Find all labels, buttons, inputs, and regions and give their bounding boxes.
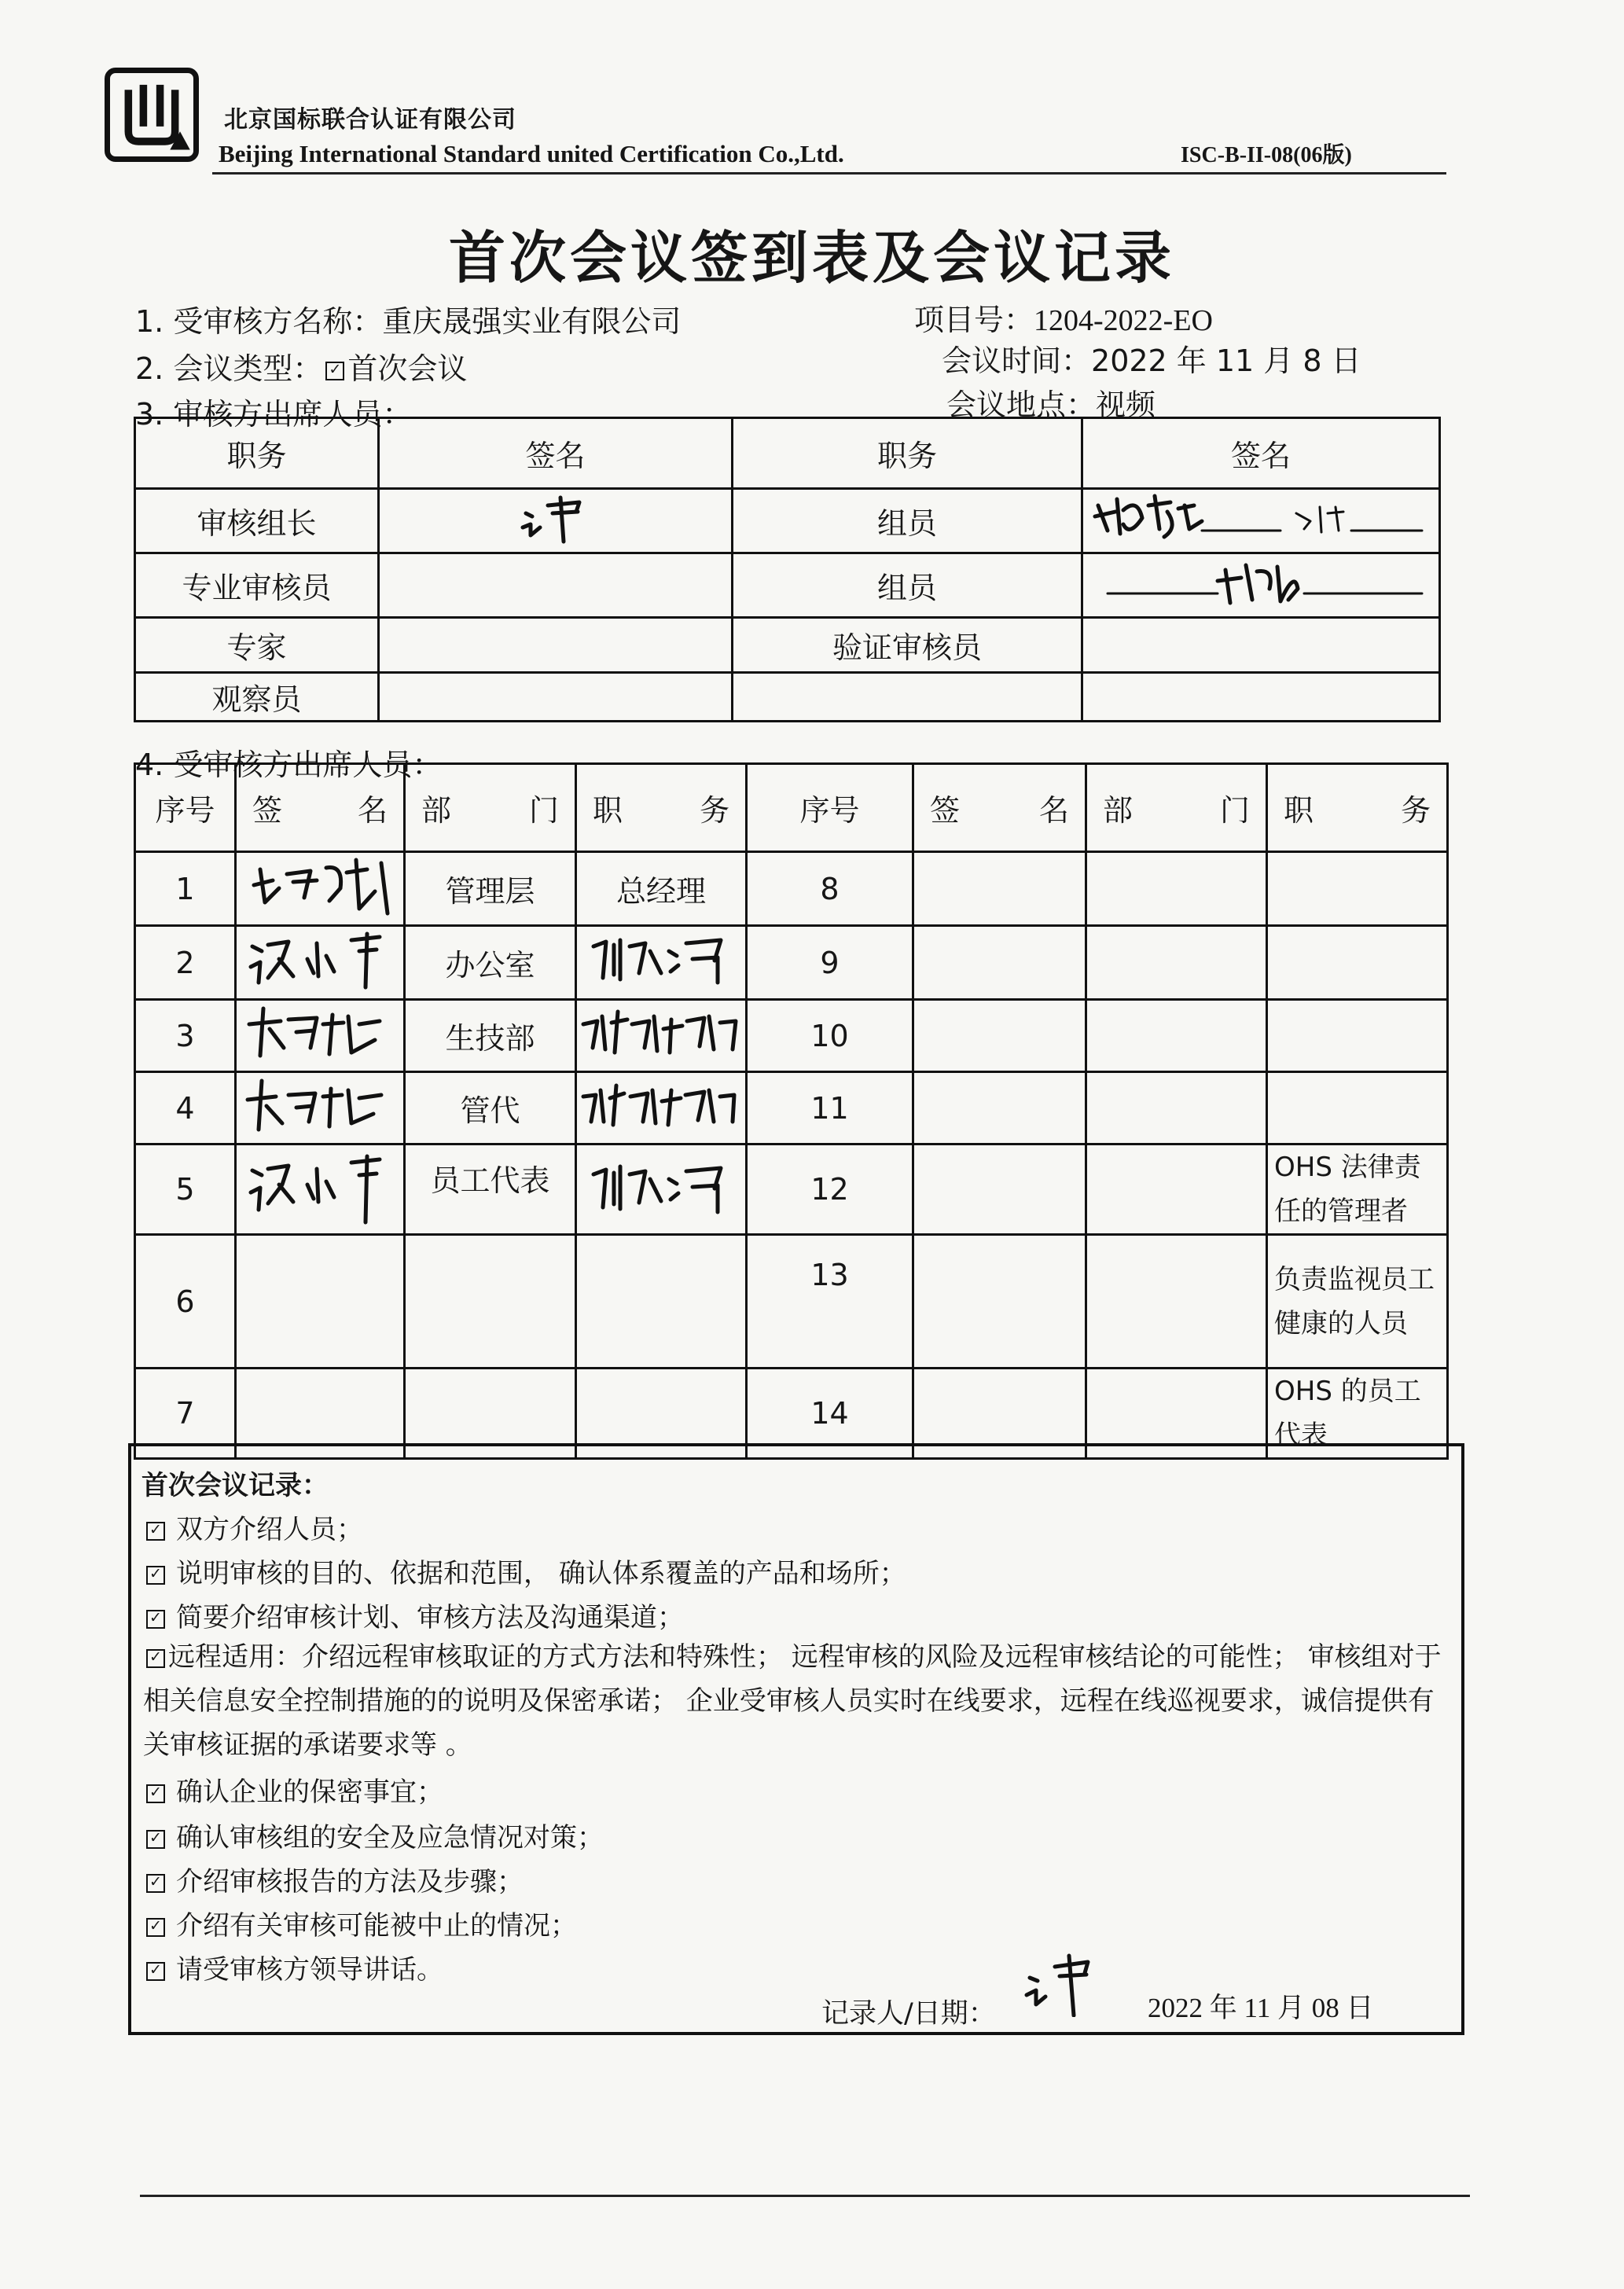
duty-cell bbox=[1267, 1072, 1448, 1144]
column-header-duty: 职 务 bbox=[576, 764, 747, 852]
table-row bbox=[135, 1000, 1448, 1072]
minutes-item: ✓简要介绍审核计划、审核方法及沟通渠道； bbox=[143, 1596, 684, 1634]
auditor-attendees-label: 3. 审核方出席人员： bbox=[135, 397, 413, 432]
footer-divider bbox=[140, 2195, 1470, 2197]
signature-cell bbox=[1082, 553, 1440, 618]
table-row bbox=[135, 926, 1448, 1000]
duty-cell bbox=[576, 1000, 747, 1072]
column-header-department: 部 门 bbox=[1086, 764, 1267, 852]
role-cell: 验证审核员 bbox=[733, 618, 1082, 673]
duty-cell bbox=[576, 926, 747, 1000]
header-divider bbox=[212, 172, 1446, 175]
checkbox-checked-icon bbox=[146, 1566, 165, 1585]
handwritten-duty bbox=[582, 928, 740, 990]
table-row bbox=[135, 618, 1440, 673]
signature-cell bbox=[913, 852, 1086, 926]
minutes-item: ✓确认企业的保密事宜； bbox=[143, 1770, 443, 1809]
table-row bbox=[135, 553, 1440, 618]
department-cell: 管代 bbox=[405, 1072, 576, 1144]
duty-cell bbox=[1267, 1000, 1448, 1072]
meeting-time-value: 2022 年 11 月 8 日 bbox=[1091, 344, 1361, 378]
minutes-item: ✓确认审核组的安全及应急情况对策； bbox=[143, 1816, 604, 1854]
handwritten-signature bbox=[509, 490, 603, 545]
minutes-title: 首次会议记录： bbox=[141, 1470, 329, 1501]
meeting-type-label: 2. 会议类型： bbox=[135, 351, 323, 386]
auditor-attendance-table bbox=[134, 417, 1441, 722]
page-title: 首次会议签到表及会议记录 bbox=[448, 225, 1175, 291]
handwritten-signature bbox=[1092, 490, 1430, 545]
column-header: 职务 bbox=[135, 418, 379, 489]
signature-cell bbox=[236, 1144, 405, 1235]
project-label: 项目号： bbox=[914, 303, 1034, 337]
table-header-row bbox=[135, 418, 1440, 489]
minutes-item: ✓说明审核的目的、依据和范围， 确认体系覆盖的产品和场所； bbox=[143, 1552, 906, 1590]
department-cell bbox=[1086, 1000, 1267, 1072]
signature-cell bbox=[1082, 673, 1440, 722]
department-cell: 生技部 bbox=[405, 1000, 576, 1072]
handwritten-signature bbox=[241, 928, 399, 990]
signature-cell bbox=[379, 489, 733, 553]
recorder-date: 2022 年 11 月 08 日 bbox=[1148, 1993, 1374, 2023]
duty-cell: OHS 法律责任的管理者 bbox=[1267, 1144, 1448, 1235]
duty-cell bbox=[576, 1072, 747, 1144]
handwritten-signature bbox=[241, 854, 399, 917]
duty-cell bbox=[1267, 852, 1448, 926]
handwritten-signature bbox=[1092, 554, 1430, 609]
meeting-place-value: 视频 bbox=[1096, 388, 1156, 422]
table-row bbox=[135, 1235, 1448, 1369]
meeting-time-line bbox=[942, 336, 1361, 380]
column-header-signature: 签 名 bbox=[913, 764, 1086, 852]
signature-cell bbox=[913, 1000, 1086, 1072]
company-logo-mark bbox=[110, 73, 193, 156]
handwritten-signature bbox=[241, 1147, 399, 1225]
row-number: 10 bbox=[747, 1000, 913, 1072]
row-number: 5 bbox=[135, 1144, 236, 1235]
handwritten-duty bbox=[579, 1073, 744, 1136]
checkbox-checked-icon bbox=[146, 1830, 165, 1849]
row-number: 1 bbox=[135, 852, 236, 926]
project-number-line bbox=[914, 296, 1213, 339]
checkbox-checked-icon bbox=[146, 1649, 165, 1668]
row-number: 14 bbox=[747, 1369, 913, 1459]
signature-cell bbox=[1082, 618, 1440, 673]
duty-cell bbox=[1267, 926, 1448, 1000]
signature-cell bbox=[236, 1000, 405, 1072]
meeting-place-label: 会议地点： bbox=[946, 388, 1097, 422]
role-cell: 观察员 bbox=[135, 673, 379, 722]
minutes-item-remote: ✓远程适用：介绍远程审核取证的方式方法和特殊性； 远程审核的风险及远程审核结论的可能性； 审核组对于相关信息安全控制措施的的说明及保密承诺； 企业受审核人员实时在线要求，远程在线巡视要求，诚信提供有关审核证据的承诺要求等 。 bbox=[143, 1635, 1448, 1767]
role-cell: 组员 bbox=[733, 489, 1082, 553]
department-cell bbox=[405, 1235, 576, 1369]
column-header: 职务 bbox=[733, 418, 1082, 489]
checkbox-checked-icon bbox=[146, 1874, 165, 1893]
minutes-item: ✓介绍有关审核可能被中止的情况； bbox=[143, 1904, 577, 1942]
signature-cell bbox=[236, 1235, 405, 1369]
auditee-attendees-label: 4. 受审核方出席人员： bbox=[135, 748, 443, 782]
row-number: 2 bbox=[135, 926, 236, 1000]
row-number: 3 bbox=[135, 1000, 236, 1072]
duty-cell bbox=[576, 1144, 747, 1235]
document-code: ISC-B-II-08(06版) bbox=[1181, 143, 1352, 167]
row-number: 13 bbox=[747, 1235, 913, 1369]
handwritten-duty bbox=[579, 1001, 744, 1064]
column-header-no: 序号 bbox=[747, 764, 913, 852]
checkbox-checked-icon bbox=[325, 362, 344, 380]
row-number: 12 bbox=[747, 1144, 913, 1235]
handwritten-duty bbox=[582, 1151, 740, 1222]
handwritten-signature bbox=[241, 1001, 399, 1064]
column-header-department: 部 门 bbox=[405, 764, 576, 852]
role-cell bbox=[733, 673, 1082, 722]
signature-cell bbox=[913, 926, 1086, 1000]
signature-cell bbox=[913, 1235, 1086, 1369]
table-row bbox=[135, 1144, 1448, 1235]
table-row bbox=[135, 489, 1440, 553]
table-header-row bbox=[135, 764, 1448, 852]
signature-cell bbox=[236, 852, 405, 926]
table-row bbox=[135, 852, 1448, 926]
project-value: 1204-2022-EO bbox=[1034, 304, 1213, 337]
signature-cell bbox=[379, 618, 733, 673]
signature-cell bbox=[1082, 489, 1440, 553]
role-cell: 专家 bbox=[135, 618, 379, 673]
minutes-item: ✓请受审核方领导讲话。 bbox=[143, 1948, 443, 1986]
signature-cell bbox=[913, 1144, 1086, 1235]
department-cell: 办公室 bbox=[405, 926, 576, 1000]
row-number: 8 bbox=[747, 852, 913, 926]
row-number: 11 bbox=[747, 1072, 913, 1144]
column-header-duty: 职 务 bbox=[1267, 764, 1448, 852]
checkbox-checked-icon bbox=[146, 1918, 165, 1937]
duty-cell: 负责监视员工健康的人员 bbox=[1267, 1235, 1448, 1369]
meeting-type-line bbox=[135, 344, 467, 388]
recorder-label: 记录人/日期： bbox=[821, 1998, 996, 2030]
auditee-label: 1. 受审核方名称： bbox=[135, 304, 383, 339]
handwritten-signature bbox=[241, 1073, 399, 1136]
meeting-time-label: 会议时间： bbox=[942, 344, 1092, 378]
checkbox-checked-icon bbox=[146, 1522, 165, 1541]
table-row bbox=[135, 673, 1440, 722]
company-logo bbox=[105, 68, 199, 162]
department-cell bbox=[1086, 1144, 1267, 1235]
auditee-name-line bbox=[135, 297, 681, 340]
column-header-no: 序号 bbox=[135, 764, 236, 852]
signature-cell bbox=[379, 673, 733, 722]
duty-cell: 总经理 bbox=[576, 852, 747, 926]
role-cell: 组员 bbox=[733, 553, 1082, 618]
duty-cell bbox=[576, 1235, 747, 1369]
department-cell bbox=[1086, 926, 1267, 1000]
column-header-signature: 签 名 bbox=[236, 764, 405, 852]
department-cell: 管理层 bbox=[405, 852, 576, 926]
signature-cell bbox=[913, 1072, 1086, 1144]
meeting-type-value: 首次会议 bbox=[347, 351, 468, 386]
row-number: 4 bbox=[135, 1072, 236, 1144]
minutes-item: ✓双方介绍人员； bbox=[143, 1508, 363, 1546]
department-cell bbox=[1086, 1235, 1267, 1369]
duty-cell: OHS 的员工代表 bbox=[1267, 1369, 1448, 1459]
role-cell: 专业审核员 bbox=[135, 553, 379, 618]
auditee-attendance-table bbox=[134, 762, 1449, 1460]
checkbox-checked-icon bbox=[146, 1610, 165, 1629]
row-number: 7 bbox=[135, 1369, 236, 1459]
signature-cell bbox=[236, 926, 405, 1000]
department-cell bbox=[1086, 852, 1267, 926]
role-cell: 审核组长 bbox=[135, 489, 379, 553]
recorder-signature bbox=[1016, 1946, 1110, 2017]
row-number: 6 bbox=[135, 1235, 236, 1369]
department-cell bbox=[1086, 1072, 1267, 1144]
auditee-value: 重庆晟强实业有限公司 bbox=[382, 304, 682, 339]
company-name-en: Beijing International Standard united Certification Co.,Ltd. bbox=[219, 140, 844, 167]
checkbox-checked-icon bbox=[146, 1784, 165, 1803]
signature-cell bbox=[236, 1072, 405, 1144]
column-header: 签名 bbox=[379, 418, 733, 489]
minutes-item: ✓介绍审核报告的方法及步骤； bbox=[143, 1860, 524, 1898]
company-name-cn: 北京国标联合认证有限公司 bbox=[224, 106, 516, 134]
checkbox-checked-icon bbox=[146, 1962, 165, 1981]
row-number: 9 bbox=[747, 926, 913, 1000]
column-header: 签名 bbox=[1082, 418, 1440, 489]
signature-cell bbox=[379, 553, 733, 618]
table-row bbox=[135, 1072, 1448, 1144]
department-cell: 员工代表 bbox=[405, 1144, 576, 1235]
